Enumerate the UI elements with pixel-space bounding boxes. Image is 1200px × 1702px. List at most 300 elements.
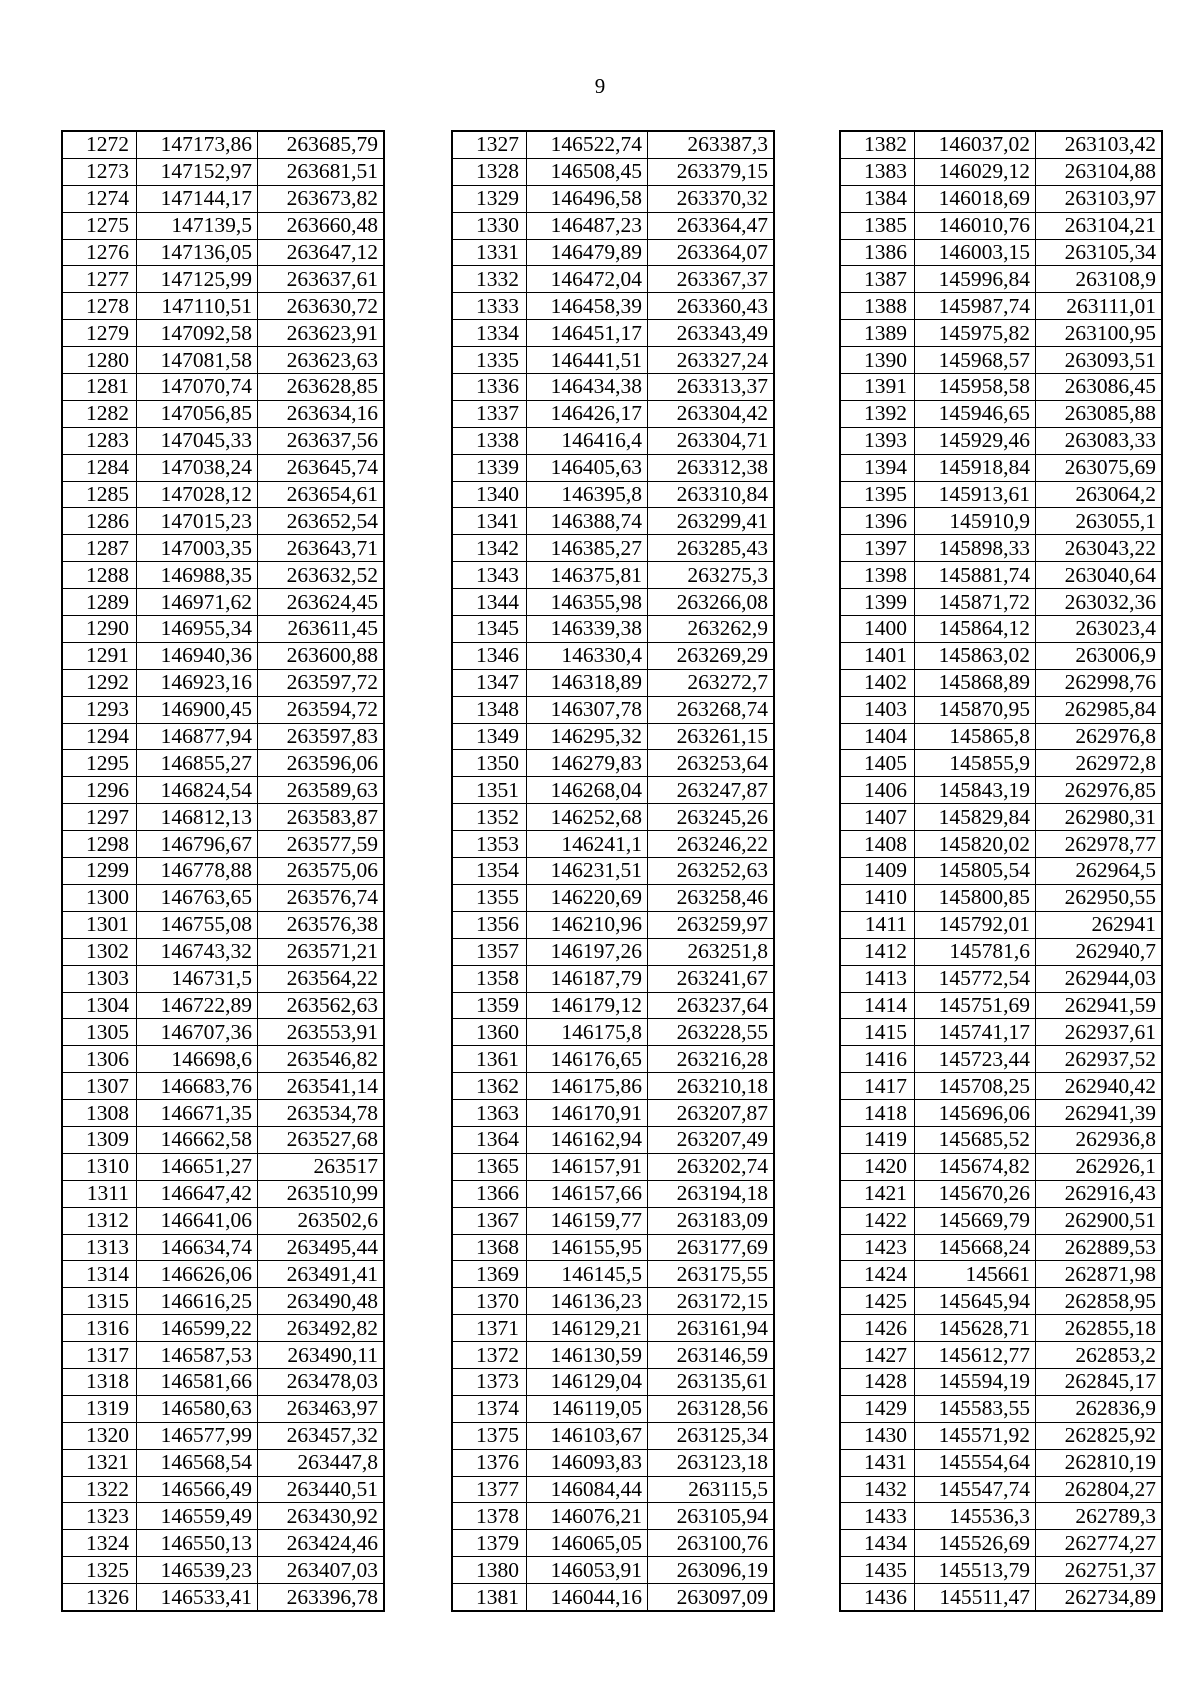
y-coordinate-cell: 263146,59 — [648, 1342, 775, 1369]
table-row — [840, 696, 1162, 723]
table-row — [62, 1584, 384, 1611]
y-coordinate-cell: 263096,19 — [648, 1557, 775, 1584]
table-row — [840, 1100, 1162, 1127]
point-number-cell: 1338 — [452, 427, 527, 454]
table-row — [452, 508, 774, 535]
x-coordinate-cell: 146220,69 — [527, 884, 648, 911]
y-coordinate-cell: 262941,39 — [1036, 1100, 1163, 1127]
y-coordinate-cell: 263564,22 — [258, 965, 385, 992]
x-coordinate-cell: 147136,05 — [137, 239, 258, 266]
table-row — [452, 1476, 774, 1503]
point-number-cell: 1275 — [62, 212, 137, 239]
table-row — [62, 158, 384, 185]
y-coordinate-cell: 263562,63 — [258, 992, 385, 1019]
table-row — [840, 320, 1162, 347]
table-row — [840, 1315, 1162, 1342]
point-number-cell: 1318 — [62, 1368, 137, 1395]
point-number-cell: 1388 — [840, 293, 915, 320]
x-coordinate-cell: 145868,89 — [915, 669, 1036, 696]
y-coordinate-cell: 263360,43 — [648, 293, 775, 320]
table-row — [62, 427, 384, 454]
x-coordinate-cell: 146683,76 — [137, 1073, 258, 1100]
point-number-cell: 1363 — [452, 1100, 527, 1127]
x-coordinate-cell: 145511,47 — [915, 1584, 1036, 1611]
x-coordinate-cell: 146722,89 — [137, 992, 258, 1019]
y-coordinate-cell: 263541,14 — [258, 1073, 385, 1100]
point-number-cell: 1312 — [62, 1207, 137, 1234]
table-row — [840, 1422, 1162, 1449]
table-row — [840, 400, 1162, 427]
y-coordinate-cell: 263576,38 — [258, 911, 385, 938]
y-coordinate-cell: 263216,28 — [648, 1046, 775, 1073]
x-coordinate-cell: 146763,65 — [137, 884, 258, 911]
x-coordinate-cell: 145526,69 — [915, 1530, 1036, 1557]
point-number-cell: 1379 — [452, 1530, 527, 1557]
x-coordinate-cell: 146731,5 — [137, 965, 258, 992]
x-coordinate-cell: 146018,69 — [915, 185, 1036, 212]
x-coordinate-cell: 146479,89 — [527, 239, 648, 266]
table-row — [62, 965, 384, 992]
y-coordinate-cell: 263681,51 — [258, 158, 385, 185]
table-row — [840, 911, 1162, 938]
table-row — [62, 750, 384, 777]
x-coordinate-cell: 146136,23 — [527, 1288, 648, 1315]
x-coordinate-cell: 146581,66 — [137, 1368, 258, 1395]
point-number-cell: 1434 — [840, 1530, 915, 1557]
y-coordinate-cell: 263327,24 — [648, 347, 775, 374]
y-coordinate-cell: 263424,46 — [258, 1530, 385, 1557]
table-row — [62, 1046, 384, 1073]
y-coordinate-cell: 263304,71 — [648, 427, 775, 454]
table-row — [452, 938, 774, 965]
y-coordinate-cell: 262889,53 — [1036, 1234, 1163, 1261]
point-number-cell: 1360 — [452, 1019, 527, 1046]
x-coordinate-cell: 146010,76 — [915, 212, 1036, 239]
y-coordinate-cell: 263272,7 — [648, 669, 775, 696]
y-coordinate-cell: 263246,22 — [648, 831, 775, 858]
y-coordinate-cell: 262858,95 — [1036, 1288, 1163, 1315]
y-coordinate-cell: 263252,63 — [648, 858, 775, 885]
y-coordinate-cell: 263527,68 — [258, 1126, 385, 1153]
y-coordinate-cell: 263495,44 — [258, 1234, 385, 1261]
point-number-cell: 1316 — [62, 1315, 137, 1342]
point-number-cell: 1287 — [62, 535, 137, 562]
point-number-cell: 1343 — [452, 562, 527, 589]
x-coordinate-cell: 145800,85 — [915, 884, 1036, 911]
point-number-cell: 1375 — [452, 1422, 527, 1449]
x-coordinate-cell: 146641,06 — [137, 1207, 258, 1234]
table-row — [840, 723, 1162, 750]
x-coordinate-cell: 145829,84 — [915, 804, 1036, 831]
table-row — [452, 320, 774, 347]
x-coordinate-cell: 145864,12 — [915, 616, 1036, 643]
point-number-cell: 1284 — [62, 454, 137, 481]
x-coordinate-cell: 146416,4 — [527, 427, 648, 454]
y-coordinate-cell: 263447,8 — [258, 1449, 385, 1476]
x-coordinate-cell: 146877,94 — [137, 723, 258, 750]
table-row — [452, 1207, 774, 1234]
table-row — [840, 777, 1162, 804]
table-row — [452, 911, 774, 938]
y-coordinate-cell: 262855,18 — [1036, 1315, 1163, 1342]
table-row — [840, 642, 1162, 669]
x-coordinate-cell: 146487,23 — [527, 212, 648, 239]
x-coordinate-cell: 146566,49 — [137, 1476, 258, 1503]
table-row — [840, 131, 1162, 158]
table-row — [62, 1342, 384, 1369]
x-coordinate-cell: 146441,51 — [527, 347, 648, 374]
x-coordinate-cell: 146318,89 — [527, 669, 648, 696]
y-coordinate-cell: 263312,38 — [648, 454, 775, 481]
point-number-cell: 1425 — [840, 1288, 915, 1315]
y-coordinate-cell: 263228,55 — [648, 1019, 775, 1046]
point-number-cell: 1433 — [840, 1503, 915, 1530]
table-row — [452, 131, 774, 158]
point-number-cell: 1404 — [840, 723, 915, 750]
point-number-cell: 1373 — [452, 1368, 527, 1395]
table-row — [62, 669, 384, 696]
table-row — [62, 616, 384, 643]
point-number-cell: 1308 — [62, 1100, 137, 1127]
point-number-cell: 1398 — [840, 562, 915, 589]
x-coordinate-cell: 145987,74 — [915, 293, 1036, 320]
coordinates-table-3 — [839, 130, 1163, 1612]
point-number-cell: 1292 — [62, 669, 137, 696]
point-number-cell: 1385 — [840, 212, 915, 239]
x-coordinate-cell: 146157,66 — [527, 1180, 648, 1207]
x-coordinate-cell: 146119,05 — [527, 1395, 648, 1422]
point-number-cell: 1339 — [452, 454, 527, 481]
y-coordinate-cell: 263637,61 — [258, 266, 385, 293]
x-coordinate-cell: 145751,69 — [915, 992, 1036, 1019]
x-coordinate-cell: 146755,08 — [137, 911, 258, 938]
x-coordinate-cell: 145929,46 — [915, 427, 1036, 454]
point-number-cell: 1371 — [452, 1315, 527, 1342]
y-coordinate-cell: 263006,9 — [1036, 642, 1163, 669]
point-number-cell: 1299 — [62, 858, 137, 885]
x-coordinate-cell: 146855,27 — [137, 750, 258, 777]
table-row — [840, 1503, 1162, 1530]
point-number-cell: 1351 — [452, 777, 527, 804]
point-number-cell: 1283 — [62, 427, 137, 454]
table-row — [840, 185, 1162, 212]
x-coordinate-cell: 145865,8 — [915, 723, 1036, 750]
x-coordinate-cell: 145870,95 — [915, 696, 1036, 723]
y-coordinate-cell: 263310,84 — [648, 481, 775, 508]
table-row — [452, 616, 774, 643]
x-coordinate-cell: 146053,91 — [527, 1557, 648, 1584]
y-coordinate-cell: 263266,08 — [648, 589, 775, 616]
x-coordinate-cell: 146587,53 — [137, 1342, 258, 1369]
y-coordinate-cell: 263387,3 — [648, 131, 775, 158]
x-coordinate-cell: 146170,91 — [527, 1100, 648, 1127]
table-row — [840, 1557, 1162, 1584]
table-row — [840, 1207, 1162, 1234]
point-number-cell: 1396 — [840, 508, 915, 535]
x-coordinate-cell: 146634,74 — [137, 1234, 258, 1261]
x-coordinate-cell: 146580,63 — [137, 1395, 258, 1422]
point-number-cell: 1309 — [62, 1126, 137, 1153]
x-coordinate-cell: 146179,12 — [527, 992, 648, 1019]
y-coordinate-cell: 262845,17 — [1036, 1368, 1163, 1395]
point-number-cell: 1276 — [62, 239, 137, 266]
point-number-cell: 1353 — [452, 831, 527, 858]
y-coordinate-cell: 263237,64 — [648, 992, 775, 1019]
y-coordinate-cell: 263685,79 — [258, 131, 385, 158]
y-coordinate-cell: 262810,19 — [1036, 1449, 1163, 1476]
x-coordinate-cell: 146044,16 — [527, 1584, 648, 1611]
table-row — [62, 1073, 384, 1100]
x-coordinate-cell: 146647,42 — [137, 1180, 258, 1207]
y-coordinate-cell: 263040,64 — [1036, 562, 1163, 589]
x-coordinate-cell: 145910,9 — [915, 508, 1036, 535]
x-coordinate-cell: 146812,13 — [137, 804, 258, 831]
y-coordinate-cell: 262972,8 — [1036, 750, 1163, 777]
table-row — [452, 1584, 774, 1611]
y-coordinate-cell: 263632,52 — [258, 562, 385, 589]
y-coordinate-cell: 263177,69 — [648, 1234, 775, 1261]
table-row — [452, 1234, 774, 1261]
table-row — [840, 669, 1162, 696]
point-number-cell: 1301 — [62, 911, 137, 938]
point-number-cell: 1277 — [62, 266, 137, 293]
point-number-cell: 1319 — [62, 1395, 137, 1422]
x-coordinate-cell: 146458,39 — [527, 293, 648, 320]
table-row — [840, 992, 1162, 1019]
point-number-cell: 1273 — [62, 158, 137, 185]
x-coordinate-cell: 146568,54 — [137, 1449, 258, 1476]
point-number-cell: 1352 — [452, 804, 527, 831]
point-number-cell: 1400 — [840, 616, 915, 643]
table-row — [62, 212, 384, 239]
x-coordinate-cell: 146330,4 — [527, 642, 648, 669]
point-number-cell: 1382 — [840, 131, 915, 158]
table-row — [62, 831, 384, 858]
x-coordinate-cell: 146076,21 — [527, 1503, 648, 1530]
point-number-cell: 1390 — [840, 347, 915, 374]
x-coordinate-cell: 146187,79 — [527, 965, 648, 992]
point-number-cell: 1346 — [452, 642, 527, 669]
point-number-cell: 1295 — [62, 750, 137, 777]
x-coordinate-cell: 146900,45 — [137, 696, 258, 723]
y-coordinate-cell: 263313,37 — [648, 374, 775, 401]
point-number-cell: 1359 — [452, 992, 527, 1019]
table-row — [840, 1126, 1162, 1153]
x-coordinate-cell: 145918,84 — [915, 454, 1036, 481]
x-coordinate-cell: 146162,94 — [527, 1126, 648, 1153]
y-coordinate-cell: 263634,16 — [258, 400, 385, 427]
x-coordinate-cell: 146522,74 — [527, 131, 648, 158]
y-coordinate-cell: 263135,61 — [648, 1368, 775, 1395]
table-row — [452, 562, 774, 589]
point-number-cell: 1306 — [62, 1046, 137, 1073]
point-number-cell: 1380 — [452, 1557, 527, 1584]
point-number-cell: 1377 — [452, 1476, 527, 1503]
point-number-cell: 1365 — [452, 1153, 527, 1180]
x-coordinate-cell: 145996,84 — [915, 266, 1036, 293]
table-row — [62, 992, 384, 1019]
x-coordinate-cell: 145975,82 — [915, 320, 1036, 347]
point-number-cell: 1304 — [62, 992, 137, 1019]
y-coordinate-cell: 263490,11 — [258, 1342, 385, 1369]
point-number-cell: 1431 — [840, 1449, 915, 1476]
point-number-cell: 1334 — [452, 320, 527, 347]
y-coordinate-cell: 263075,69 — [1036, 454, 1163, 481]
point-number-cell: 1282 — [62, 400, 137, 427]
x-coordinate-cell: 147028,12 — [137, 481, 258, 508]
table-row — [452, 1100, 774, 1127]
point-number-cell: 1328 — [452, 158, 527, 185]
y-coordinate-cell: 263085,88 — [1036, 400, 1163, 427]
y-coordinate-cell: 262937,52 — [1036, 1046, 1163, 1073]
x-coordinate-cell: 145843,19 — [915, 777, 1036, 804]
x-coordinate-cell: 146037,02 — [915, 131, 1036, 158]
x-coordinate-cell: 146129,21 — [527, 1315, 648, 1342]
y-coordinate-cell: 263207,87 — [648, 1100, 775, 1127]
table-row — [452, 992, 774, 1019]
y-coordinate-cell: 262976,8 — [1036, 723, 1163, 750]
table-row — [452, 1073, 774, 1100]
point-number-cell: 1323 — [62, 1503, 137, 1530]
table-row — [840, 831, 1162, 858]
y-coordinate-cell: 263108,9 — [1036, 266, 1163, 293]
table-row — [62, 1288, 384, 1315]
table-row — [840, 562, 1162, 589]
x-coordinate-cell: 145871,72 — [915, 589, 1036, 616]
y-coordinate-cell: 263502,6 — [258, 1207, 385, 1234]
table-row — [62, 185, 384, 212]
point-number-cell: 1386 — [840, 239, 915, 266]
table-row — [840, 884, 1162, 911]
point-number-cell: 1367 — [452, 1207, 527, 1234]
table-row — [62, 723, 384, 750]
x-coordinate-cell: 147038,24 — [137, 454, 258, 481]
table-row — [452, 400, 774, 427]
y-coordinate-cell: 263396,78 — [258, 1584, 385, 1611]
x-coordinate-cell: 146241,1 — [527, 831, 648, 858]
table-row — [840, 616, 1162, 643]
point-number-cell: 1416 — [840, 1046, 915, 1073]
table-row — [840, 1234, 1162, 1261]
y-coordinate-cell: 263517 — [258, 1153, 385, 1180]
y-coordinate-cell: 263103,42 — [1036, 131, 1163, 158]
y-coordinate-cell: 263104,21 — [1036, 212, 1163, 239]
y-coordinate-cell: 262964,5 — [1036, 858, 1163, 885]
y-coordinate-cell: 263597,83 — [258, 723, 385, 750]
point-number-cell: 1405 — [840, 750, 915, 777]
y-coordinate-cell: 263576,74 — [258, 884, 385, 911]
table-row — [62, 481, 384, 508]
y-coordinate-cell: 262998,76 — [1036, 669, 1163, 696]
table-row — [62, 884, 384, 911]
x-coordinate-cell: 147092,58 — [137, 320, 258, 347]
table-row — [452, 1342, 774, 1369]
y-coordinate-cell: 262804,27 — [1036, 1476, 1163, 1503]
table-row — [840, 750, 1162, 777]
point-number-cell: 1315 — [62, 1288, 137, 1315]
y-coordinate-cell: 262950,55 — [1036, 884, 1163, 911]
table-row — [452, 804, 774, 831]
y-coordinate-cell: 263194,18 — [648, 1180, 775, 1207]
table-row — [840, 212, 1162, 239]
y-coordinate-cell: 263175,55 — [648, 1261, 775, 1288]
x-coordinate-cell: 145855,9 — [915, 750, 1036, 777]
table-row — [452, 454, 774, 481]
table-row — [840, 858, 1162, 885]
y-coordinate-cell: 262789,3 — [1036, 1503, 1163, 1530]
y-coordinate-cell: 263343,49 — [648, 320, 775, 347]
point-number-cell: 1424 — [840, 1261, 915, 1288]
point-number-cell: 1432 — [840, 1476, 915, 1503]
x-coordinate-cell: 146988,35 — [137, 562, 258, 589]
x-coordinate-cell: 146093,83 — [527, 1449, 648, 1476]
x-coordinate-cell: 147045,33 — [137, 427, 258, 454]
point-number-cell: 1330 — [452, 212, 527, 239]
y-coordinate-cell: 263546,82 — [258, 1046, 385, 1073]
y-coordinate-cell: 263023,4 — [1036, 616, 1163, 643]
point-number-cell: 1428 — [840, 1368, 915, 1395]
y-coordinate-cell: 263478,03 — [258, 1368, 385, 1395]
y-coordinate-cell: 262774,27 — [1036, 1530, 1163, 1557]
table-row — [840, 1019, 1162, 1046]
x-coordinate-cell: 145898,33 — [915, 535, 1036, 562]
point-number-cell: 1410 — [840, 884, 915, 911]
point-number-cell: 1311 — [62, 1180, 137, 1207]
y-coordinate-cell: 263571,21 — [258, 938, 385, 965]
y-coordinate-cell: 263241,67 — [648, 965, 775, 992]
point-number-cell: 1289 — [62, 589, 137, 616]
coordinates-table-1 — [61, 130, 385, 1612]
x-coordinate-cell: 145571,92 — [915, 1422, 1036, 1449]
table-row — [452, 1261, 774, 1288]
y-coordinate-cell: 263100,95 — [1036, 320, 1163, 347]
table-row — [452, 239, 774, 266]
point-number-cell: 1297 — [62, 804, 137, 831]
point-number-cell: 1354 — [452, 858, 527, 885]
point-number-cell: 1422 — [840, 1207, 915, 1234]
y-coordinate-cell: 263654,61 — [258, 481, 385, 508]
y-coordinate-cell: 263623,63 — [258, 347, 385, 374]
table-row — [452, 1126, 774, 1153]
y-coordinate-cell: 263430,92 — [258, 1503, 385, 1530]
y-coordinate-cell: 263379,15 — [648, 158, 775, 185]
table-row — [452, 642, 774, 669]
point-number-cell: 1305 — [62, 1019, 137, 1046]
x-coordinate-cell: 147110,51 — [137, 293, 258, 320]
y-coordinate-cell: 263123,18 — [648, 1449, 775, 1476]
table-row — [62, 938, 384, 965]
table-row — [452, 427, 774, 454]
x-coordinate-cell: 145741,17 — [915, 1019, 1036, 1046]
y-coordinate-cell: 263594,72 — [258, 696, 385, 723]
y-coordinate-cell: 263492,82 — [258, 1315, 385, 1342]
table-row — [62, 562, 384, 589]
x-coordinate-cell: 146395,8 — [527, 481, 648, 508]
point-number-cell: 1370 — [452, 1288, 527, 1315]
point-number-cell: 1369 — [452, 1261, 527, 1288]
x-coordinate-cell: 147144,17 — [137, 185, 258, 212]
point-number-cell: 1358 — [452, 965, 527, 992]
x-coordinate-cell: 145554,64 — [915, 1449, 1036, 1476]
y-coordinate-cell: 263207,49 — [648, 1126, 775, 1153]
table-row — [62, 1449, 384, 1476]
table-row — [840, 347, 1162, 374]
point-number-cell: 1272 — [62, 131, 137, 158]
point-number-cell: 1340 — [452, 481, 527, 508]
x-coordinate-cell: 145820,02 — [915, 831, 1036, 858]
point-number-cell: 1392 — [840, 400, 915, 427]
y-coordinate-cell: 263253,64 — [648, 750, 775, 777]
